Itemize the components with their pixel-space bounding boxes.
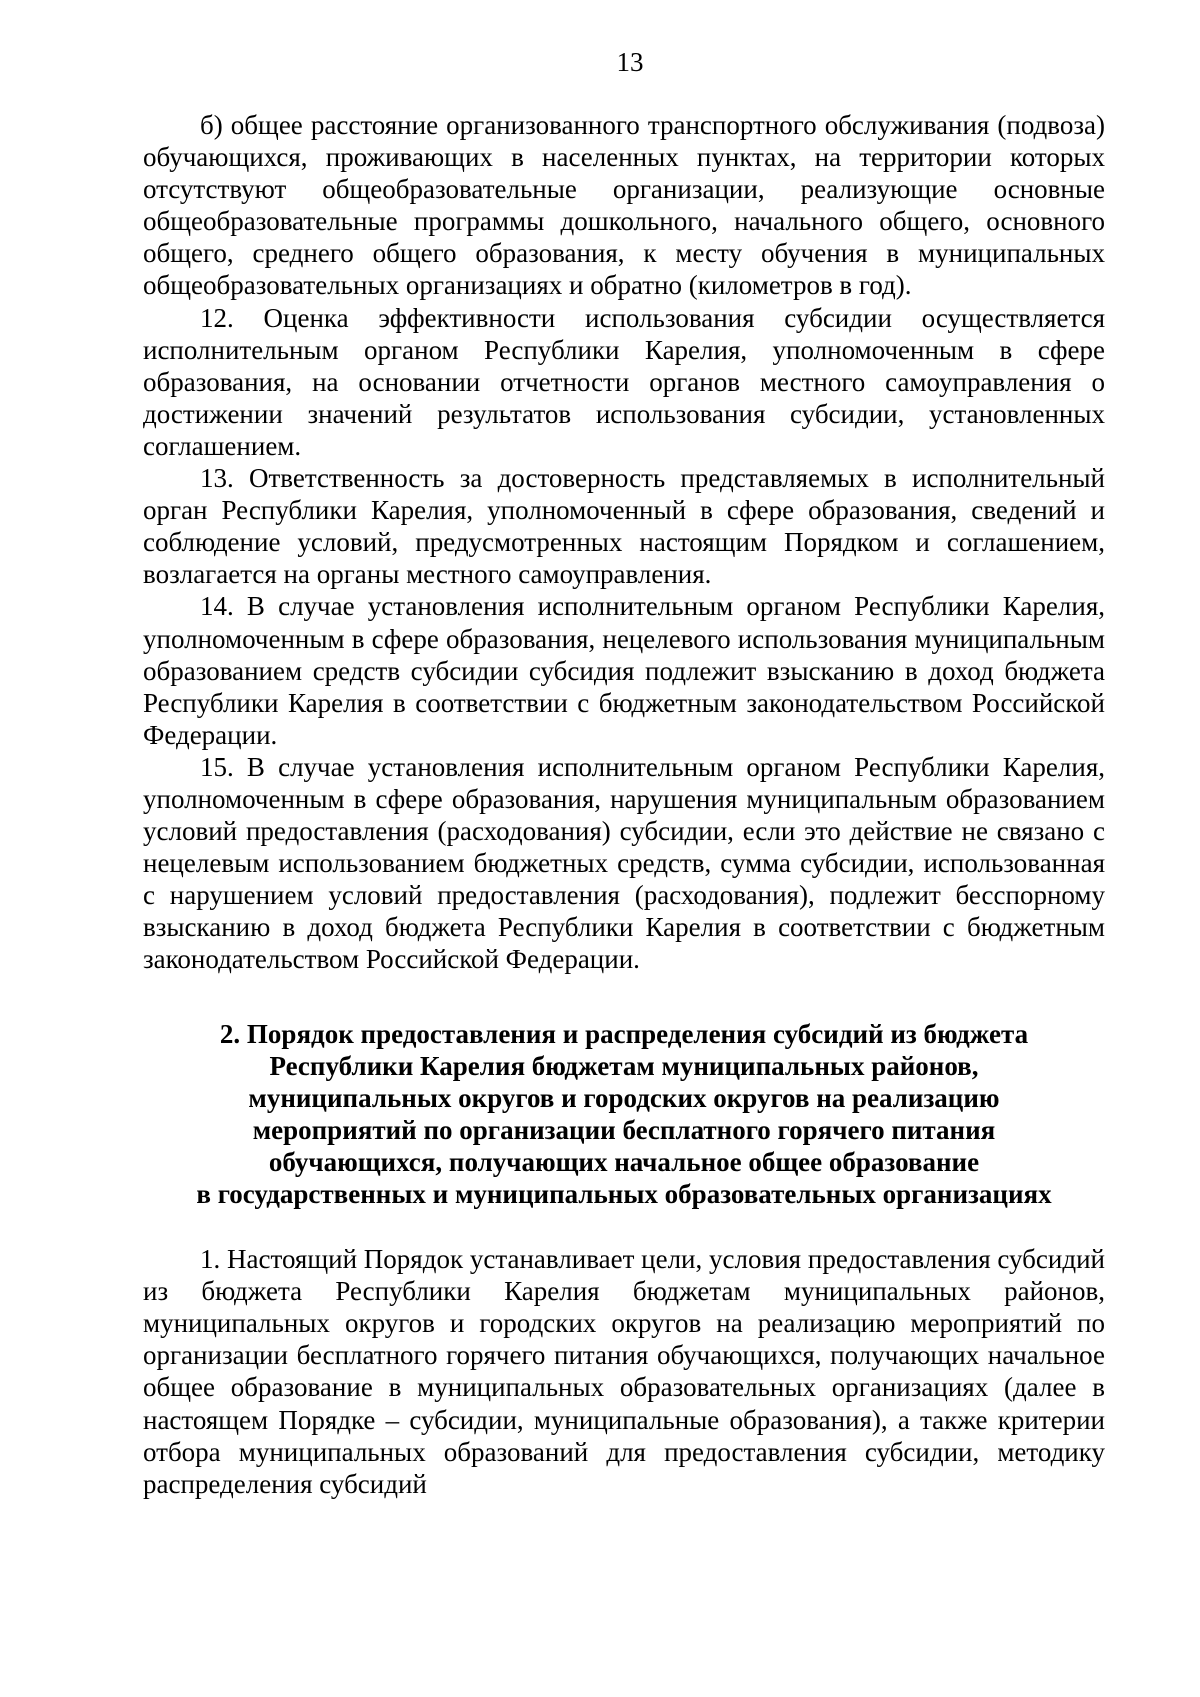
section-title-line: мероприятий по организации бесплатного горячего питания — [252, 1114, 996, 1145]
section-title-line: муниципальных округов и городских округов на реализацию — [248, 1082, 1000, 1113]
paragraph-12: 12. Оценка эффективности использования субсидии осуществляется исполнительным органом Республики Карелия, уполномоченным в сфере образования, на основании отчетности органов местного самоуправления о достижении значений результатов использования субсидии, установленных соглашением. — [143, 302, 1105, 461]
paragraph-item-b: б) общее расстояние организованного транспортного обслуживания (подвоза) обучающихся, проживающих в населенных пунктах, на территории которых отсутствуют общеобразовательные организации, реализующие основные общеобразовательные программы дошкольного, начального общего, основного общего, среднего общего образования, к месту обучения в муниципальных общеобразовательных организациях и обратно (километров в год). — [143, 110, 1105, 301]
section-title-line: 2. Порядок предоставления и распределения субсидий из бюджета — [219, 1018, 1029, 1049]
paragraph-14: 14. В случае установления исполнительным органом Республики Карелия, уполномоченным в сфере образования, нецелевого использования муниципальным образованием средств субсидии субсидия подлежит взысканию в доход бюджета Республики Карелия в соответствии с бюджетным законодательством Российской Федерации. — [143, 591, 1105, 750]
paragraph-15: 15. В случае установления исполнительным органом Республики Карелия, уполномоченным в сфере образования, нарушения муниципальным образованием условий предоставления (расходования) субсидии, если это действие не связано с нецелевым использованием бюджетных средств, сумма субсидии, использованная с нарушением условий предоставления (расходования), подлежит бесспорному взысканию в доход бюджета Республики Карелия в соответствии с бюджетным законодательством Российской Федерации. — [143, 751, 1105, 975]
page-number: 13 — [616, 47, 644, 77]
paragraph-section2-1: 1. Настоящий Порядок устанавливает цели, условия предоставления субсидий из бюджета Республики Карелия бюджетам муниципальных районов, муниципальных округов и городских округов на реализацию мероприятий по организации бесплатного горячего питания обучающихся, получающих начальное общее образование в муниципальных образовательных организациях (далее в настоящем Порядке – субсидии, муниципальные образования), а также критерии отбора муниципальных образований для предоставления субсидии, методику распределения субсидий — [143, 1244, 1105, 1499]
section-title-line: Республики Карелия бюджетам муниципальных районов, — [269, 1050, 979, 1081]
section-title — [143, 1018, 1105, 1211]
paragraph-13: 13. Ответственность за достоверность представляемых в исполнительный орган Республики Карелия, уполномоченный в сфере образования, сведений и соблюдение условий, предусмотренных настоящим Порядком и соглашением, возлагается на органы местного самоуправления. — [143, 463, 1105, 590]
document-body — [143, 109, 1105, 1500]
section-title-line: в государственных и муниципальных образовательных организациях — [196, 1179, 1052, 1209]
section-title-line: обучающихся, получающих начальное общее образование — [268, 1146, 980, 1177]
